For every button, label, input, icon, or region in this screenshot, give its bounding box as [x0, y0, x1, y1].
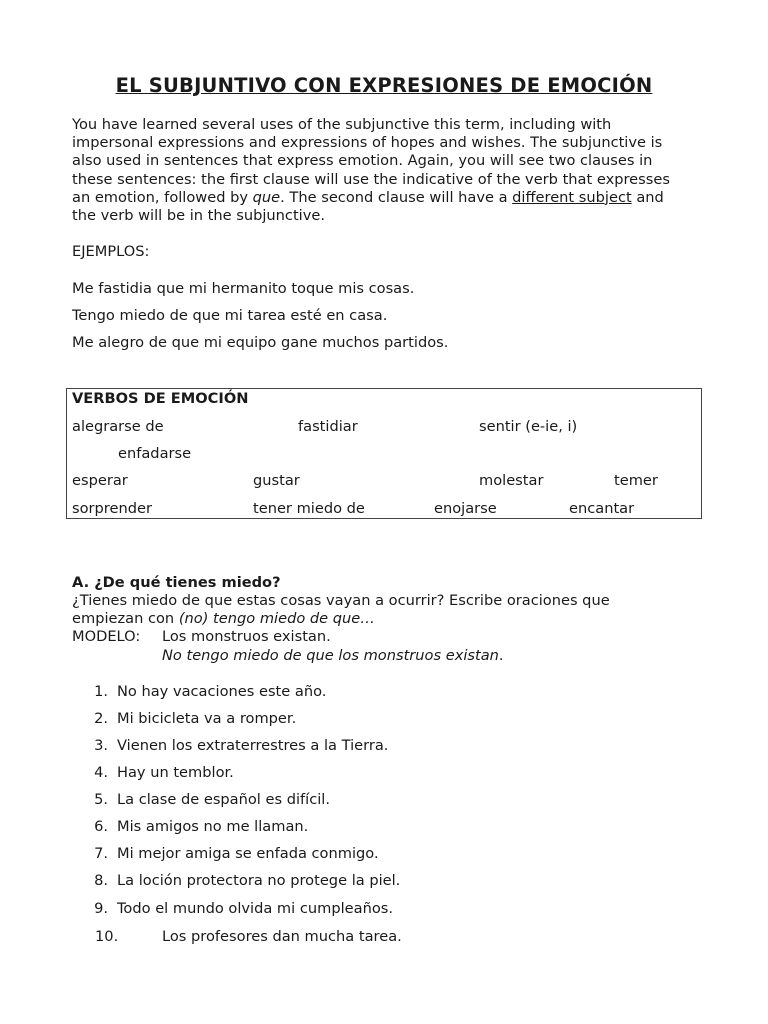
list-item	[95, 928, 118, 945]
item-text: Mis amigos no me llaman.	[117, 818, 309, 835]
item-text: Vienen los extraterrestres a la Tierra.	[117, 737, 389, 754]
intro-line: these sentences: the first clause will use the indicative of the verb that expresses	[72, 170, 670, 188]
page-title: EL SUBJUNTIVO CON EXPRESIONES DE EMOCIÓN	[115, 74, 653, 97]
list-item	[84, 900, 393, 917]
instr-text: empiezan con	[72, 610, 179, 627]
item-number: 1.	[94, 683, 108, 700]
modelo-prompt: Los monstruos existan.	[162, 628, 331, 645]
item-text: La clase de español es difícil.	[117, 791, 330, 808]
intro-text: . The second clause will have a	[280, 188, 513, 206]
verb-item: gustar	[253, 472, 300, 489]
modelo-period: .	[498, 647, 504, 664]
verb-item: fastidiar	[298, 418, 358, 435]
example-sentence: Tengo miedo de que mi tarea esté en casa.	[72, 307, 388, 324]
list-item	[84, 737, 388, 754]
item-text: Todo el mundo olvida mi cumpleaños.	[117, 900, 393, 917]
list-item	[84, 683, 326, 700]
verb-item: temer	[614, 472, 658, 489]
verb-item: encantar	[569, 500, 635, 517]
verb-item: tener miedo de	[253, 500, 365, 517]
modelo-answer	[162, 647, 504, 664]
item-number: 9.	[94, 900, 108, 917]
verb-item: enojarse	[434, 500, 497, 517]
list-item	[84, 818, 308, 835]
item-number: 6.	[94, 818, 108, 835]
list-item	[84, 845, 379, 862]
list-item	[84, 710, 296, 727]
intro-line: impersonal expressions and expressions of hopes and wishes. The subjunctive is	[72, 134, 663, 152]
item-number: 7.	[94, 845, 108, 862]
verb-item: sentir (e-ie, i)	[479, 418, 578, 435]
intro-line: You have learned several uses of the subjunctive this term, including with	[72, 116, 612, 133]
list-item	[84, 791, 330, 808]
example-sentence: Me fastidia que mi hermanito toque mis cosas.	[72, 280, 415, 297]
item-text: La loción protectora no protege la piel.	[117, 872, 401, 889]
verb-item: esperar	[72, 472, 128, 489]
item-text: Hay un temblor.	[117, 764, 234, 781]
ejemplos-label: EJEMPLOS:	[72, 243, 150, 260]
intro-line: also used in sentences that express emotion. Again, you will see two clauses in	[72, 152, 653, 170]
section-a-instructions: ¿Tienes miedo de que estas cosas vayan a ocurrir? Escribe oraciones que	[72, 592, 610, 609]
verb-item: molestar	[479, 472, 544, 489]
verb-item: sorprender	[72, 500, 152, 517]
different-subject-text: different subject	[512, 188, 632, 206]
item-number: 4.	[94, 764, 108, 781]
intro-text: and	[631, 188, 664, 206]
intro-line: the verb will be in the subjunctive.	[72, 207, 325, 225]
que-word: que	[252, 188, 281, 206]
item-text: Mi mejor amiga se enfada conmigo.	[117, 845, 379, 862]
intro-line	[72, 189, 702, 207]
verb-item: alegrarse de	[72, 418, 164, 435]
item-text: No hay vacaciones este año.	[117, 683, 327, 700]
item-number: 3.	[94, 737, 108, 754]
item-number: 2.	[94, 710, 108, 727]
verb-item: enfadarse	[118, 445, 192, 462]
intro-text: an emotion, followed by	[72, 188, 253, 206]
list-item	[84, 764, 234, 781]
section-a-instructions	[72, 610, 375, 627]
modelo-label: MODELO:	[72, 628, 141, 645]
verbos-header: VERBOS DE EMOCIÓN	[72, 390, 249, 407]
section-a-title: A. ¿De qué tienes miedo?	[72, 574, 281, 591]
example-sentence: Me alegro de que mi equipo gane muchos partidos.	[72, 334, 449, 351]
item-number: 8.	[94, 872, 108, 889]
modelo-answer-text: No tengo miedo de que los monstruos existan	[162, 647, 499, 664]
intro-paragraph	[72, 116, 702, 225]
item-number: 5.	[94, 791, 108, 808]
list-item	[84, 872, 400, 889]
instr-italic: (no) tengo miedo de que…	[178, 610, 375, 627]
item-number: 10.	[95, 928, 119, 945]
item-text: Los profesores dan mucha tarea.	[162, 928, 402, 945]
item-text: Mi bicicleta va a romper.	[117, 710, 297, 727]
